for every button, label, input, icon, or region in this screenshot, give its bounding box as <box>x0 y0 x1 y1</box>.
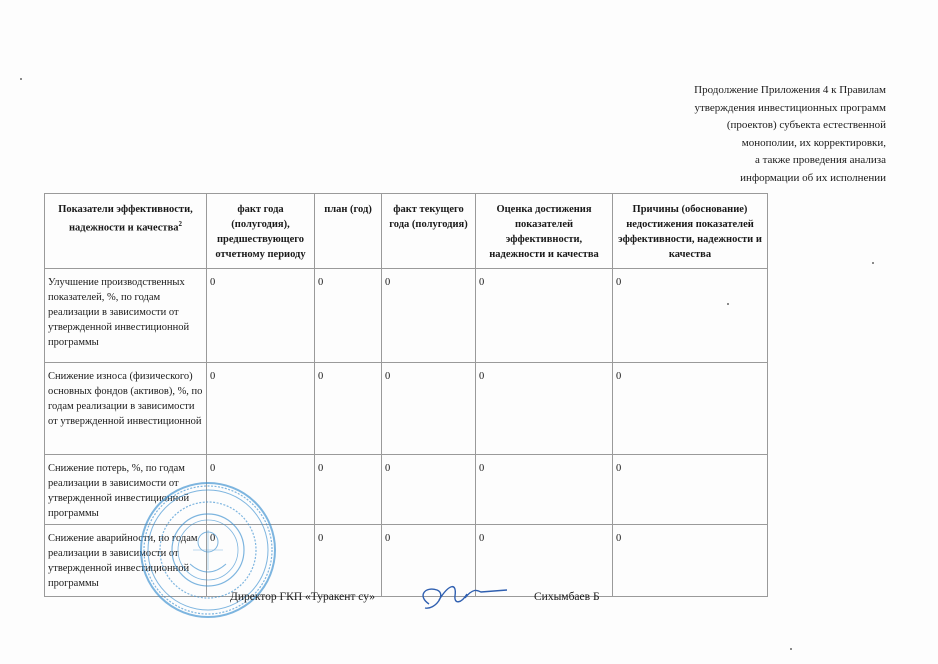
column-header: Показатели эффективности, надежности и качества$^2$ <box>45 194 207 269</box>
row-label: Снижение износа (физического) основных фондов (активов), %, по годам реализации в зависимости от утвержденной инвестиционной <box>45 363 207 455</box>
cell-value: 0 <box>476 269 613 363</box>
table-header-row <box>45 194 768 269</box>
column-header: Причины (обоснование) недостижения показателей эффективности, надежности и качества <box>613 194 768 269</box>
cell-value: 0 <box>315 269 382 363</box>
director-name: Сихымбаев Б <box>534 591 600 603</box>
header-line: Продолжение Приложения 4 к Правилам <box>694 84 886 96</box>
table-row <box>45 363 768 455</box>
column-header: план (год) <box>315 194 382 269</box>
cell-value: 0 <box>207 269 315 363</box>
table-row <box>45 269 768 363</box>
cell-value: 0 <box>476 525 613 597</box>
cell-value: 0 <box>315 363 382 455</box>
cell-value: 0 <box>207 363 315 455</box>
column-header: Оценка достижения показателей эффективности, надежности и качества <box>476 194 613 269</box>
header-line: а также проведения анализа <box>754 154 886 166</box>
cell-value: 0 <box>207 455 315 525</box>
scan-speck <box>872 262 874 264</box>
cell-value: 0 <box>382 525 476 597</box>
cell-value: 0 <box>382 269 476 363</box>
cell-value: 0 <box>382 363 476 455</box>
cell-value: 0 <box>613 269 768 363</box>
cell-value: 0 <box>613 525 768 597</box>
cell-value: 0 <box>476 363 613 455</box>
header-line: (проектов) субъекта естественной <box>726 119 886 131</box>
row-label: Улучшение производственных показателей, %, по годам реализации в зависимости от утвержденной инвестиционной программы <box>45 269 207 363</box>
scan-speck <box>790 648 792 650</box>
cell-value: 0 <box>315 525 382 597</box>
cell-value: 0 <box>613 455 768 525</box>
column-header: факт года (полугодия), предшествующего отчетному периоду <box>207 194 315 269</box>
appendix-header <box>640 82 886 187</box>
scan-speck <box>727 303 729 305</box>
header-line: монополии, их корректировки, <box>741 136 886 149</box>
cell-value: 0 <box>207 525 315 597</box>
director-title: Директор ГКП «Туракент су» <box>230 591 376 603</box>
row-label: Снижение потерь, %, по годам реализации в зависимости от утвержденной инвестиционной программы <box>45 455 207 525</box>
cell-value: 0 <box>476 455 613 525</box>
footnote-mark: 2 <box>178 220 183 228</box>
row-label: Снижение аварийности, по годам реализации в зависимости от утвержденной инвестиционной программы <box>45 525 207 597</box>
cell-value: 0 <box>613 363 768 455</box>
scan-speck <box>20 78 22 80</box>
column-header: факт текущего года (полугодия) <box>382 194 476 269</box>
signature-icon <box>415 578 515 618</box>
cell-value: 0 <box>382 455 476 525</box>
cell-value: 0 <box>315 455 382 525</box>
header-line: утверждения инвестиционных программ <box>694 101 886 114</box>
header-line: информации об их исполнении <box>740 171 886 184</box>
